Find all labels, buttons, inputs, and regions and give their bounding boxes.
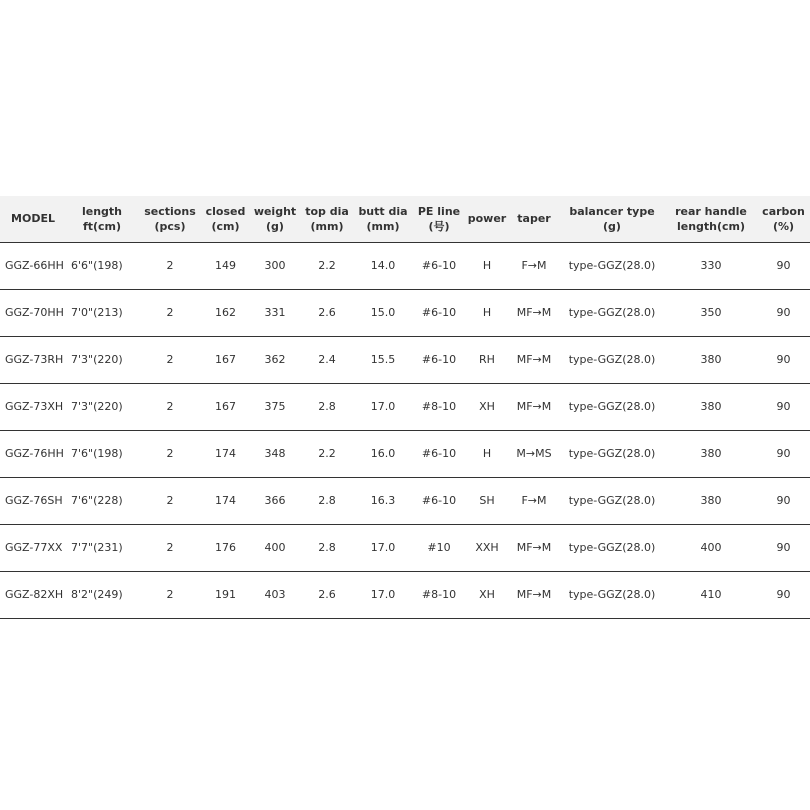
model-cell: GGZ-66HH — [0, 242, 66, 289]
length-cell: 7'3"(220) — [66, 383, 138, 430]
rear-handle-cell: 400 — [665, 524, 757, 571]
butt-dia-cell: 17.0 — [353, 571, 413, 618]
length-cell: 8'2"(249) — [66, 571, 138, 618]
carbon-header — [757, 196, 810, 242]
length-cell: 7'7"(231) — [66, 524, 138, 571]
power-cell: RH — [465, 336, 509, 383]
sections-cell: 2 — [138, 430, 202, 477]
pe-line-cell: #6-10 — [413, 430, 465, 477]
length-cell: 6'6"(198) — [66, 242, 138, 289]
header-label-line2: length(cm) — [676, 219, 746, 233]
table-row — [0, 383, 810, 430]
table-body — [0, 242, 810, 618]
taper-cell: M→MS — [509, 430, 559, 477]
header-label-line1: balancer type — [569, 204, 655, 218]
taper-cell: MF→M — [509, 524, 559, 571]
length-cell: 7'6"(198) — [66, 430, 138, 477]
header-label-line1: closed — [205, 204, 246, 218]
model-cell: GGZ-77XX — [0, 524, 66, 571]
top-dia-cell: 2.6 — [301, 571, 353, 618]
length-cell: 7'6"(228) — [66, 477, 138, 524]
pe-line-cell: #8-10 — [413, 383, 465, 430]
table-row — [0, 430, 810, 477]
top-dia-cell: 2.4 — [301, 336, 353, 383]
pe-line-cell: #6-10 — [413, 477, 465, 524]
pe-line-cell: #6-10 — [413, 336, 465, 383]
taper-cell: MF→M — [509, 336, 559, 383]
header-label-line1: top dia — [305, 204, 349, 218]
header-label-line2: (g) — [266, 219, 284, 233]
sections-header — [138, 196, 202, 242]
butt-dia-cell: 17.0 — [353, 524, 413, 571]
model-cell: GGZ-82XH — [0, 571, 66, 618]
butt-dia-cell: 16.3 — [353, 477, 413, 524]
pe-line-cell: #10 — [413, 524, 465, 571]
sections-cell: 2 — [138, 383, 202, 430]
pe-line-cell: #8-10 — [413, 571, 465, 618]
sections-cell: 2 — [138, 477, 202, 524]
balancer-type-cell: type-GGZ(28.0) — [559, 242, 665, 289]
weight-cell: 366 — [249, 477, 301, 524]
taper-cell: MF→M — [509, 383, 559, 430]
rear-handle-header — [665, 196, 757, 242]
closed-cell: 162 — [202, 289, 249, 336]
butt-dia-cell: 15.5 — [353, 336, 413, 383]
table-row — [0, 477, 810, 524]
rear-handle-cell: 380 — [665, 477, 757, 524]
header-label-line2: ft(cm) — [82, 219, 122, 233]
power-cell: H — [465, 289, 509, 336]
length-cell: 7'3"(220) — [66, 336, 138, 383]
closed-cell: 167 — [202, 383, 249, 430]
taper-header — [509, 196, 559, 242]
header-label-line2: (g) — [603, 219, 621, 233]
closed-cell: 174 — [202, 430, 249, 477]
top-dia-cell: 2.8 — [301, 477, 353, 524]
length-cell: 7'0"(213) — [66, 289, 138, 336]
balancer-type-cell: type-GGZ(28.0) — [559, 430, 665, 477]
carbon-cell: 90 — [757, 336, 810, 383]
sections-cell: 2 — [138, 336, 202, 383]
pe-line-cell: #6-10 — [413, 242, 465, 289]
rod-spec-table — [0, 196, 810, 619]
rear-handle-cell: 330 — [665, 242, 757, 289]
weight-cell: 375 — [249, 383, 301, 430]
top-dia-cell: 2.8 — [301, 524, 353, 571]
header-label-line1: rear handle — [675, 204, 747, 218]
power-cell: H — [465, 430, 509, 477]
table-row — [0, 242, 810, 289]
top-dia-cell: 2.6 — [301, 289, 353, 336]
top-dia-header — [301, 196, 353, 242]
closed-cell: 174 — [202, 477, 249, 524]
length-header — [66, 196, 138, 242]
weight-cell: 403 — [249, 571, 301, 618]
taper-cell: MF→M — [509, 571, 559, 618]
power-cell: XH — [465, 571, 509, 618]
balancer-type-cell: type-GGZ(28.0) — [559, 477, 665, 524]
carbon-cell: 90 — [757, 571, 810, 618]
power-cell: XXH — [465, 524, 509, 571]
header-label-line2: (号) — [428, 219, 450, 233]
rear-handle-cell: 380 — [665, 336, 757, 383]
header-label-line1: PE line — [417, 204, 461, 218]
balancer-type-cell: type-GGZ(28.0) — [559, 524, 665, 571]
carbon-cell: 90 — [757, 524, 810, 571]
header-label-line1: MODEL — [11, 212, 55, 226]
pe-line-header — [413, 196, 465, 242]
model-cell: GGZ-73XH — [0, 383, 66, 430]
balancer-type-cell: type-GGZ(28.0) — [559, 289, 665, 336]
header-label-line2: (%) — [772, 219, 795, 233]
weight-cell: 331 — [249, 289, 301, 336]
model-cell: GGZ-70HH — [0, 289, 66, 336]
header-label-line1: sections — [144, 204, 196, 218]
rear-handle-cell: 380 — [665, 383, 757, 430]
butt-dia-header — [353, 196, 413, 242]
balancer-type-header — [559, 196, 665, 242]
header-label-line2: (mm) — [366, 219, 400, 233]
rear-handle-cell: 380 — [665, 430, 757, 477]
carbon-cell: 90 — [757, 242, 810, 289]
closed-cell: 149 — [202, 242, 249, 289]
closed-cell: 167 — [202, 336, 249, 383]
weight-cell: 362 — [249, 336, 301, 383]
carbon-cell: 90 — [757, 430, 810, 477]
weight-cell: 400 — [249, 524, 301, 571]
butt-dia-cell: 16.0 — [353, 430, 413, 477]
closed-cell: 176 — [202, 524, 249, 571]
header-label-line2: (mm) — [310, 219, 344, 233]
model-cell: GGZ-76SH — [0, 477, 66, 524]
taper-cell: F→M — [509, 477, 559, 524]
header-label-line1: power — [467, 212, 507, 226]
header-label-line1: butt dia — [358, 204, 408, 218]
model-cell: GGZ-73RH — [0, 336, 66, 383]
top-dia-cell: 2.2 — [301, 430, 353, 477]
pe-line-cell: #6-10 — [413, 289, 465, 336]
model-header — [0, 196, 66, 242]
butt-dia-cell: 17.0 — [353, 383, 413, 430]
carbon-cell: 90 — [757, 477, 810, 524]
model-cell: GGZ-76HH — [0, 430, 66, 477]
weight-cell: 348 — [249, 430, 301, 477]
taper-cell: MF→M — [509, 289, 559, 336]
header-label-line2: (cm) — [211, 219, 240, 233]
rear-handle-cell: 410 — [665, 571, 757, 618]
power-cell: XH — [465, 383, 509, 430]
sections-cell: 2 — [138, 524, 202, 571]
butt-dia-cell: 14.0 — [353, 242, 413, 289]
sections-cell: 2 — [138, 289, 202, 336]
header-label-line1: carbon — [762, 204, 805, 218]
table-header-row — [0, 196, 810, 242]
header-label-line1: taper — [517, 212, 551, 226]
balancer-type-cell: type-GGZ(28.0) — [559, 571, 665, 618]
table-row — [0, 336, 810, 383]
rear-handle-cell: 350 — [665, 289, 757, 336]
table-row — [0, 289, 810, 336]
closed-cell: 191 — [202, 571, 249, 618]
top-dia-cell: 2.2 — [301, 242, 353, 289]
carbon-cell: 90 — [757, 289, 810, 336]
power-cell: H — [465, 242, 509, 289]
closed-header — [202, 196, 249, 242]
balancer-type-cell: type-GGZ(28.0) — [559, 336, 665, 383]
sections-cell: 2 — [138, 571, 202, 618]
carbon-cell: 90 — [757, 383, 810, 430]
weight-cell: 300 — [249, 242, 301, 289]
header-label-line2: (pcs) — [154, 219, 186, 233]
power-cell: SH — [465, 477, 509, 524]
top-dia-cell: 2.8 — [301, 383, 353, 430]
table-row — [0, 571, 810, 618]
taper-cell: F→M — [509, 242, 559, 289]
sections-cell: 2 — [138, 242, 202, 289]
power-header — [465, 196, 509, 242]
header-label-line1: weight — [253, 204, 297, 218]
butt-dia-cell: 15.0 — [353, 289, 413, 336]
table-row — [0, 524, 810, 571]
balancer-type-cell: type-GGZ(28.0) — [559, 383, 665, 430]
weight-header — [249, 196, 301, 242]
header-label-line1: length — [81, 204, 123, 218]
